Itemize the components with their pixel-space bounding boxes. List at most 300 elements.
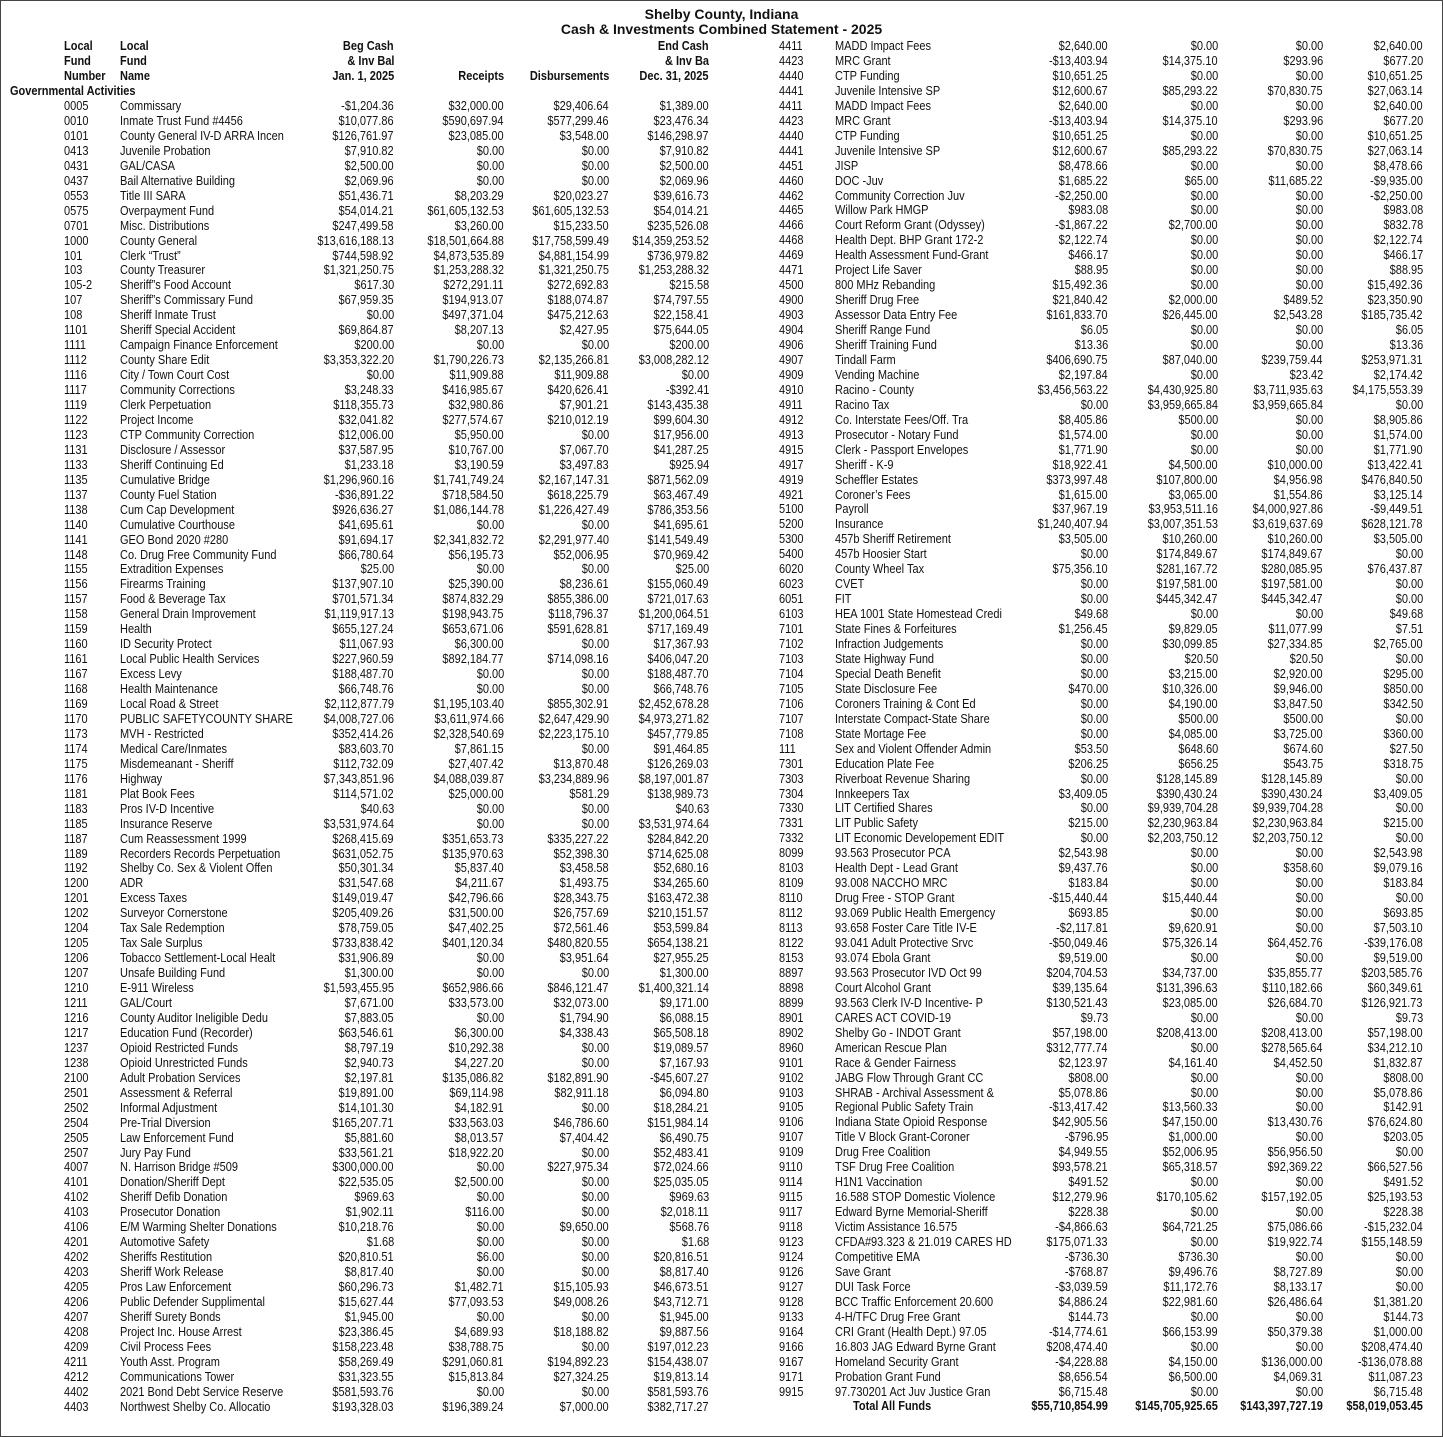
- receipts: $18,922.20: [448, 1145, 504, 1160]
- end-balance: $925.94: [669, 457, 709, 472]
- receipts: $0.00: [476, 143, 504, 158]
- receipts: $135,086.82: [442, 1070, 504, 1085]
- disbursements: $0.00: [1295, 1010, 1323, 1025]
- fund-number: 1141: [64, 532, 88, 547]
- end-balance: $188,487.70: [647, 667, 709, 682]
- beg-balance: $6,715.48: [1059, 1384, 1108, 1399]
- receipts: $0.00: [476, 1160, 504, 1175]
- header-beg-2: Jan. 1, 2025: [332, 68, 394, 83]
- beg-balance: $0.00: [1080, 547, 1108, 562]
- fund-number: 4206: [64, 1295, 89, 1309]
- beg-balance: $2,069.96: [345, 173, 394, 188]
- beg-balance: $7,883.05: [345, 1010, 394, 1025]
- fund-name: Tax Sale Redemption: [120, 921, 225, 936]
- fund-number: 1133: [64, 457, 88, 472]
- end-balance: $18,284.21: [653, 1100, 709, 1115]
- receipts: $27,407.42: [448, 756, 504, 771]
- total-beg-balance: $55,710,854.99: [1031, 1399, 1108, 1414]
- beg-balance: $144.73: [1068, 1309, 1108, 1324]
- fund-name: GEO Bond 2020 #280: [120, 532, 229, 547]
- fund-name: TSF Drug Free Coalition: [835, 1160, 955, 1175]
- receipts: $0.00: [476, 1010, 504, 1025]
- fund-number: 1205: [64, 936, 89, 951]
- receipts: $0.00: [1190, 68, 1218, 83]
- beg-balance: $188,487.70: [332, 667, 394, 682]
- disbursements: $27,324.25: [553, 1369, 609, 1384]
- receipts: $56,195.73: [448, 547, 504, 562]
- end-balance: $13.36: [1389, 338, 1423, 352]
- fund-name: Public Defender Supplimental: [120, 1295, 265, 1309]
- receipts: $0.00: [1190, 39, 1218, 53]
- fund-number: 4500: [779, 278, 804, 293]
- end-balance: $1,574.00: [1374, 427, 1423, 442]
- beg-balance: $50,301.34: [338, 861, 394, 876]
- beg-balance: $32,041.82: [338, 412, 394, 427]
- fund-name: JISP: [835, 158, 859, 173]
- beg-balance: $8,405.86: [1059, 412, 1108, 427]
- end-balance: $0.00: [1395, 592, 1423, 607]
- fund-number: 4912: [779, 412, 804, 427]
- disbursements: $0.00: [581, 158, 609, 173]
- disbursements: $13,430.76: [1267, 1115, 1323, 1130]
- fund-number: 4207: [64, 1309, 89, 1324]
- beg-balance: $67,959.35: [338, 293, 394, 308]
- receipts: $656.25: [1178, 756, 1218, 771]
- beg-balance: $6.05: [1080, 323, 1108, 338]
- disbursements: $2,230,963.84: [1252, 816, 1323, 831]
- end-balance: $677.20: [1383, 53, 1423, 68]
- fund-name: Sheriff Surety Bonds: [120, 1309, 221, 1324]
- beg-balance: $228.38: [1068, 1205, 1108, 1220]
- end-balance: $1,389.00: [660, 99, 709, 113]
- total-disbursements: $143,397,727.19: [1240, 1399, 1323, 1414]
- beg-balance: $23,386.45: [338, 1324, 394, 1339]
- receipts: $390,430.24: [1156, 786, 1218, 801]
- beg-balance: -$796.95: [1064, 1130, 1108, 1145]
- fund-name: Prosecutor - Notary Fund: [835, 427, 959, 442]
- receipts: $65,318.57: [1162, 1160, 1218, 1175]
- end-balance: $736,979.82: [647, 248, 709, 263]
- beg-balance: $13.36: [1074, 338, 1108, 352]
- beg-balance: -$13,417.42: [1049, 1100, 1108, 1115]
- fund-name: Sex and Violent Offender Admin: [835, 741, 992, 756]
- receipts: $0.00: [1190, 1339, 1218, 1354]
- fund-number: 4211: [64, 1354, 88, 1369]
- fund-number: 4209: [64, 1339, 89, 1354]
- disbursements: $29,406.64: [553, 99, 609, 113]
- disbursements: $61,605,132.53: [532, 203, 609, 218]
- beg-balance: $0.00: [1080, 577, 1108, 592]
- header-fund-2: Number: [64, 68, 106, 83]
- beg-balance: -$14,774.61: [1049, 1324, 1108, 1339]
- beg-balance: $0.00: [1080, 726, 1108, 741]
- fund-name: Firearms Training: [120, 577, 206, 592]
- end-balance: $143,435.38: [647, 398, 709, 412]
- fund-number: 4441: [779, 143, 804, 158]
- fund-name: Health Assessment Fund-Grant: [835, 248, 989, 263]
- fund-name: E/M Warming Shelter Donations: [120, 1220, 277, 1235]
- fund-name: Racino Tax: [835, 397, 890, 412]
- end-balance: $9,887.56: [660, 1324, 709, 1339]
- receipts: $32,000.00: [448, 99, 504, 113]
- fund-number: 0101: [64, 128, 89, 143]
- fund-name: City / Town Court Cost: [120, 368, 230, 383]
- receipts: $15,813.84: [448, 1369, 504, 1384]
- disbursements: $3,847.50: [1274, 696, 1323, 711]
- disbursements: $0.00: [581, 801, 609, 816]
- beg-balance: $15,627.44: [338, 1295, 394, 1309]
- disbursements: $210,012.19: [547, 412, 609, 427]
- beg-balance: $12,600.67: [1052, 143, 1108, 158]
- end-balance: -$9,449.51: [1370, 502, 1423, 517]
- receipts: $4,689.93: [455, 1324, 504, 1339]
- fund-number: 0431: [64, 158, 89, 173]
- fund-number: 4919: [779, 472, 804, 487]
- fund-name: Interstate Compact-State Share: [835, 711, 990, 726]
- end-balance: $43,712.71: [653, 1295, 709, 1309]
- disbursements: $9,946.00: [1274, 681, 1323, 696]
- beg-balance: $165,207.71: [332, 1115, 394, 1130]
- disbursements: $293.96: [1283, 113, 1323, 128]
- beg-balance: $41,695.61: [338, 517, 394, 532]
- end-balance: $88.95: [1389, 263, 1423, 278]
- end-balance: $3,505.00: [1374, 532, 1423, 547]
- disbursements: $56,956.50: [1267, 1145, 1323, 1160]
- disbursements: $18,188.82: [553, 1324, 609, 1339]
- beg-balance: -$3,039.59: [1055, 1279, 1108, 1294]
- end-balance: $2,640.00: [1374, 39, 1423, 53]
- disbursements: $543.75: [1283, 756, 1323, 771]
- beg-balance: $4,886.24: [1059, 1294, 1108, 1309]
- disbursements: $0.00: [1295, 1339, 1323, 1354]
- beg-balance: $57,198.00: [1052, 1025, 1108, 1040]
- fund-number: 9114: [779, 1175, 803, 1190]
- fund-number: 1211: [64, 996, 88, 1010]
- fund-number: 4910: [779, 382, 804, 397]
- fund-number: 7102: [779, 637, 804, 651]
- beg-balance: $3,353,322.20: [323, 353, 394, 368]
- beg-balance: $5,078.86: [1059, 1085, 1108, 1100]
- beg-balance: $1,119,917.13: [324, 607, 394, 622]
- disbursements: $19,922.74: [1267, 1235, 1323, 1249]
- disbursements: $0.00: [1295, 921, 1323, 936]
- beg-balance: $227,960.59: [332, 652, 394, 667]
- beg-balance: -$2,250.00: [1055, 188, 1108, 203]
- beg-balance: $78,759.05: [338, 921, 394, 936]
- end-balance: $295.00: [1383, 666, 1423, 681]
- beg-balance: $18,922.41: [1052, 457, 1108, 472]
- disbursements: $0.00: [581, 1309, 609, 1324]
- beg-balance: $0.00: [1080, 637, 1108, 651]
- disbursements: $197,581.00: [1261, 577, 1323, 592]
- fund-number: 9124: [779, 1249, 804, 1264]
- fund-number: 1159: [64, 622, 88, 637]
- end-balance: $19,089.57: [653, 1040, 709, 1055]
- header-fund-0: Local: [64, 39, 93, 53]
- fund-name: ADR: [120, 876, 144, 891]
- disbursements: $0.00: [581, 741, 609, 756]
- end-balance: $228.38: [1383, 1205, 1423, 1220]
- disbursements: $7,067.70: [560, 442, 609, 457]
- disbursements: $0.00: [581, 1100, 609, 1115]
- beg-balance: $91,694.17: [338, 532, 394, 547]
- fund-name: Sheriff Drug Free: [835, 293, 920, 308]
- beg-balance: $2,500.00: [345, 158, 394, 173]
- fund-name: Project Income: [120, 412, 194, 427]
- end-balance: $1,945.00: [660, 1309, 709, 1324]
- beg-balance: $3,531,974.64: [323, 816, 394, 831]
- beg-balance: $10,651.25: [1052, 128, 1108, 143]
- disbursements: $49,008.26: [553, 1295, 609, 1309]
- fund-name: Jury Pay Fund: [120, 1145, 191, 1160]
- disbursements: $23.42: [1289, 367, 1323, 382]
- disbursements: $4,881,154.99: [538, 248, 609, 263]
- end-balance: $215.58: [669, 278, 709, 293]
- disbursements: $0.00: [1295, 846, 1323, 861]
- receipts: $0.00: [476, 1265, 504, 1280]
- end-balance: $66,748.76: [653, 682, 709, 697]
- fund-name: Opioid Restricted Funds: [120, 1040, 239, 1055]
- fund-name: Communications Tower: [120, 1369, 235, 1384]
- fund-name: CRI Grant (Health Dept.) 97.05: [835, 1324, 987, 1339]
- beg-balance: $66,748.76: [338, 682, 394, 697]
- fund-number: 6103: [779, 607, 804, 622]
- receipts: $445,342.47: [1156, 592, 1218, 607]
- disbursements: $7,404.42: [560, 1130, 609, 1145]
- receipts: $9,620.91: [1169, 921, 1218, 936]
- beg-balance: -$13,403.94: [1049, 53, 1108, 68]
- disbursements: $0.00: [1295, 442, 1323, 457]
- disbursements: $1,226,427.49: [538, 502, 609, 517]
- beg-balance: $10,651.25: [1052, 68, 1108, 83]
- disbursements: $70,830.75: [1267, 143, 1323, 158]
- end-balance: $8,478.66: [1374, 158, 1423, 173]
- end-balance: $360.00: [1383, 726, 1423, 741]
- beg-balance: $2,112,877.79: [324, 697, 394, 711]
- fund-name: County General IV-D ARRA Incen: [120, 128, 284, 143]
- fund-name: 93.008 NACCHO MRC: [835, 876, 948, 891]
- disbursements: $0.00: [581, 816, 609, 831]
- beg-balance: $193,328.03: [332, 1399, 394, 1414]
- receipts: $648.60: [1178, 741, 1218, 756]
- disbursements: $0.00: [1295, 203, 1323, 218]
- beg-balance: $183.84: [1068, 876, 1108, 891]
- fund-number: 9133: [779, 1309, 804, 1324]
- receipts: $4,227.20: [455, 1055, 504, 1070]
- disbursements: $278,565.64: [1261, 1040, 1323, 1055]
- disbursements: $26,486.64: [1267, 1294, 1323, 1309]
- end-balance: $146,298.97: [647, 128, 709, 143]
- disbursements: $855,386.00: [547, 592, 609, 607]
- fund-number: 0005: [64, 99, 89, 113]
- fund-name: CTP Community Correction: [120, 427, 255, 442]
- beg-balance: $0.00: [1080, 696, 1108, 711]
- beg-balance: $149,019.47: [332, 891, 394, 906]
- receipts: $10,260.00: [1162, 532, 1218, 547]
- fund-number: 1183: [64, 801, 88, 816]
- fund-number: 8110: [779, 891, 803, 906]
- end-balance: $0.00: [1395, 1249, 1423, 1264]
- receipts: $23,085.00: [1162, 995, 1218, 1010]
- fund-name: Insurance: [835, 517, 884, 532]
- disbursements: $0.00: [581, 966, 609, 981]
- end-balance: $0.00: [1395, 801, 1423, 816]
- fund-number: 7105: [779, 681, 804, 696]
- receipts: $0.00: [1190, 233, 1218, 248]
- receipts: $174,849.67: [1156, 547, 1218, 562]
- fund-name: Riverboat Revenue Sharing: [835, 771, 971, 786]
- fund-name: Education Plate Fee: [835, 756, 935, 771]
- receipts: $14,375.10: [1162, 113, 1218, 128]
- end-balance: $52,483.41: [653, 1145, 709, 1160]
- fund-name: Cum Reassessment 1999: [120, 831, 247, 846]
- beg-balance: $0.00: [366, 308, 394, 323]
- header-end-0: End Cash: [658, 39, 709, 53]
- disbursements: $227,975.34: [547, 1160, 609, 1175]
- fund-number: 0553: [64, 188, 89, 203]
- beg-balance: $3,248.33: [345, 383, 394, 398]
- disbursements: $92,369.22: [1267, 1160, 1323, 1175]
- end-balance: $14,359,253.52: [632, 233, 709, 248]
- beg-balance: $247,499.58: [332, 218, 394, 233]
- fund-number: 5200: [779, 517, 804, 532]
- end-balance: $2,452,678.28: [638, 697, 709, 711]
- beg-balance: $4,008,727.06: [323, 711, 394, 726]
- disbursements: $26,757.69: [553, 906, 609, 921]
- disbursements: $2,427.95: [560, 323, 609, 338]
- disbursements: $3,234,889.96: [538, 771, 609, 786]
- end-balance: $57,198.00: [1367, 1025, 1423, 1040]
- beg-balance: $208,474.40: [1046, 1339, 1108, 1354]
- receipts: $0.00: [1190, 876, 1218, 891]
- beg-balance: $42,905.56: [1052, 1115, 1108, 1130]
- end-balance: $215.00: [1383, 816, 1423, 831]
- beg-balance: $54,014.21: [338, 203, 394, 218]
- fund-name: Court Alcohol Grant: [835, 980, 932, 995]
- fund-name: Plat Book Fees: [120, 786, 195, 801]
- fund-number: 1204: [64, 921, 89, 936]
- receipts: $0.00: [1190, 846, 1218, 861]
- receipts: $0.00: [1190, 263, 1218, 278]
- receipts: $3,065.00: [1169, 487, 1218, 502]
- end-balance: $466.17: [1383, 248, 1423, 263]
- end-balance: $126,921.73: [1361, 995, 1423, 1010]
- end-balance: $628,121.78: [1361, 517, 1423, 532]
- end-balance: $65,508.18: [653, 1025, 709, 1040]
- end-balance: $342.50: [1383, 696, 1423, 711]
- fund-name: Drug Free - STOP Grant: [835, 891, 955, 906]
- fund-number: 9105: [779, 1100, 804, 1115]
- disbursements: $0.00: [1295, 1085, 1323, 1100]
- fund-number: 4462: [779, 188, 804, 203]
- disbursements: $0.00: [1295, 98, 1323, 113]
- disbursements: $35,855.77: [1267, 965, 1323, 980]
- receipts: $34,737.00: [1162, 965, 1218, 980]
- fund-name: Unsafe Building Fund: [120, 966, 226, 981]
- receipts: $85,293.22: [1162, 143, 1218, 158]
- receipts: $590,697.94: [442, 113, 504, 128]
- fund-name: Tax Sale Surplus: [120, 936, 203, 951]
- fund-number: 4411: [779, 98, 803, 113]
- receipts: $4,190.00: [1169, 696, 1218, 711]
- receipts: $718,584.50: [442, 487, 504, 502]
- disbursements: $0.00: [581, 1145, 609, 1160]
- end-balance: $2,174.42: [1374, 367, 1423, 382]
- beg-balance: $1,615.00: [1059, 487, 1108, 502]
- fund-name: Infraction Judgements: [835, 637, 944, 651]
- beg-balance: $2,640.00: [1059, 39, 1108, 53]
- fund-number: 8897: [779, 965, 804, 980]
- receipts: $3,007,351.53: [1147, 517, 1218, 532]
- receipts: $116.00: [465, 1205, 504, 1220]
- fund-number: 1237: [64, 1040, 89, 1055]
- receipts: $10,326.00: [1162, 681, 1218, 696]
- disbursements: $82,911.18: [554, 1085, 609, 1100]
- fund-name: General Drain Improvement: [120, 607, 256, 622]
- receipts: $20.50: [1184, 651, 1218, 666]
- fund-number: 4904: [779, 323, 804, 338]
- beg-balance: $12,279.96: [1052, 1190, 1108, 1205]
- end-balance: -$9,935.00: [1370, 173, 1423, 188]
- disbursements: $208,413.00: [1261, 1025, 1323, 1040]
- receipts: $2,328,540.69: [433, 726, 504, 741]
- end-balance: $200.00: [669, 338, 709, 353]
- beg-balance: $8,817.40: [345, 1265, 394, 1280]
- end-balance: $871,562.09: [647, 472, 709, 487]
- fund-name: Sheriff Work Release: [120, 1265, 224, 1280]
- beg-balance: $205,409.26: [332, 906, 394, 921]
- end-balance: $20,816.51: [653, 1250, 709, 1265]
- receipts: $18,501,664.88: [427, 233, 504, 248]
- end-balance: $99,604.30: [653, 412, 709, 427]
- disbursements: $8,236.61: [560, 577, 609, 592]
- disbursements: $0.00: [581, 667, 609, 682]
- disbursements: $4,956.98: [1274, 472, 1323, 487]
- fund-name: Juvenile Probation: [120, 143, 211, 158]
- disbursements: $7,901.21: [560, 398, 609, 412]
- end-balance: $7,503.10: [1374, 921, 1423, 936]
- fund-name: DOC -Juv: [835, 173, 884, 188]
- beg-balance: $0.00: [1080, 771, 1108, 786]
- fund-number: 7330: [779, 801, 804, 816]
- receipts: $1,086,144.78: [433, 502, 504, 517]
- fund-number: 8901: [779, 1010, 804, 1025]
- end-balance: $8,197,001.87: [638, 771, 709, 786]
- fund-number: 4903: [779, 308, 804, 323]
- end-balance: $1,832.87: [1374, 1055, 1423, 1070]
- end-balance: $203,585.76: [1361, 965, 1423, 980]
- receipts: $197,581.00: [1156, 577, 1218, 592]
- disbursements: $27,334.85: [1267, 637, 1323, 651]
- end-balance: $1,200,064.51: [638, 607, 709, 622]
- fund-number: 1135: [64, 472, 88, 487]
- fund-number: 2505: [64, 1130, 89, 1145]
- beg-balance: $0.00: [1080, 711, 1108, 726]
- end-balance: -$2,250.00: [1370, 188, 1423, 203]
- end-balance: $6,094.80: [660, 1085, 709, 1100]
- beg-balance: $60,296.73: [338, 1280, 394, 1295]
- header-name-2: Name: [120, 68, 150, 83]
- receipts: $10,292.38: [448, 1040, 504, 1055]
- receipts: $281,167.72: [1156, 562, 1218, 577]
- end-balance: $39,616.73: [653, 188, 709, 203]
- beg-balance: $37,967.19: [1052, 502, 1108, 517]
- fund-name: Sheriff Defib Donation: [120, 1190, 228, 1205]
- fund-number: 4423: [779, 113, 804, 128]
- end-balance: $11,087.23: [1368, 1369, 1423, 1384]
- disbursements: $0.00: [1295, 876, 1323, 891]
- disbursements: $70,830.75: [1267, 83, 1323, 98]
